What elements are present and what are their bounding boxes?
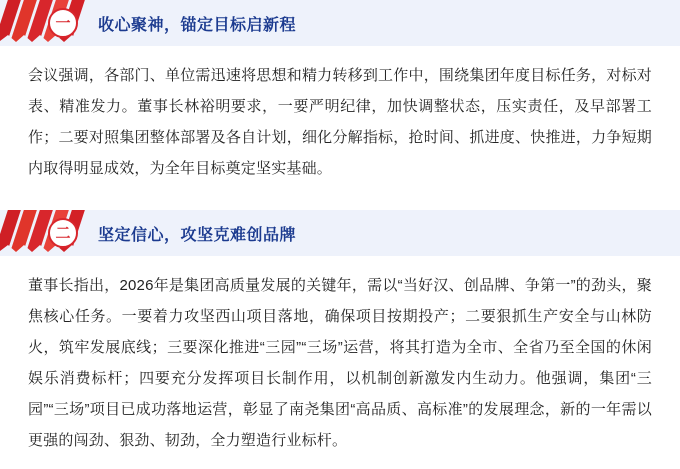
section-2-header (0, 210, 680, 256)
section-2-body: 董事长指出，2026年是集团高质量发展的关键年，需以“当好汉、创品牌、争第一”的劲头，聚焦核心任务。一要着力攻坚西山项目落地，确保项目按期投产；二要狠抓生产安全与山林防火，筑牢发展底线；三要深化推进“三园”“三场”运营，将其打造为全市、全省乃至全国的休闲娱乐消费标杆；四要充分发挥项目长制作用，以机制创新激发内生动力。他强调，集团“三园”“三场”项目已成功落地运营，彰显了南尧集团“高品质、高标准”的发展理念，新的一年需以更强的闯劲、狠劲、韧劲，全力塑造行业标杆。 (28, 277, 652, 449)
section-1 (0, 0, 680, 194)
section-2-title: 坚定信心，攻坚克难创品牌 (98, 226, 297, 244)
section-1-title: 收心聚神，锚定目标启新程 (98, 16, 297, 34)
section-1-body: 会议强调，各部门、单位需迅速将思想和精力转移到工作中，围绕集团年度目标任务，对标对表、精准发力。董事长林裕明要求，一要严明纪律，加快调整状态，压实责任，及早部署工作；二要对照集团整体部署及各自计划，细化分解指标，抢时间、抓进度、快推进，力争短期内取得明显成效，为全年目标奠定坚实基础。 (28, 67, 652, 177)
section-1-number-badge: 一 (48, 8, 78, 38)
section-1-header (0, 0, 680, 46)
section-divider-gap (0, 194, 680, 210)
section-2 (0, 210, 680, 466)
section-2-number-badge: 二 (48, 218, 78, 248)
